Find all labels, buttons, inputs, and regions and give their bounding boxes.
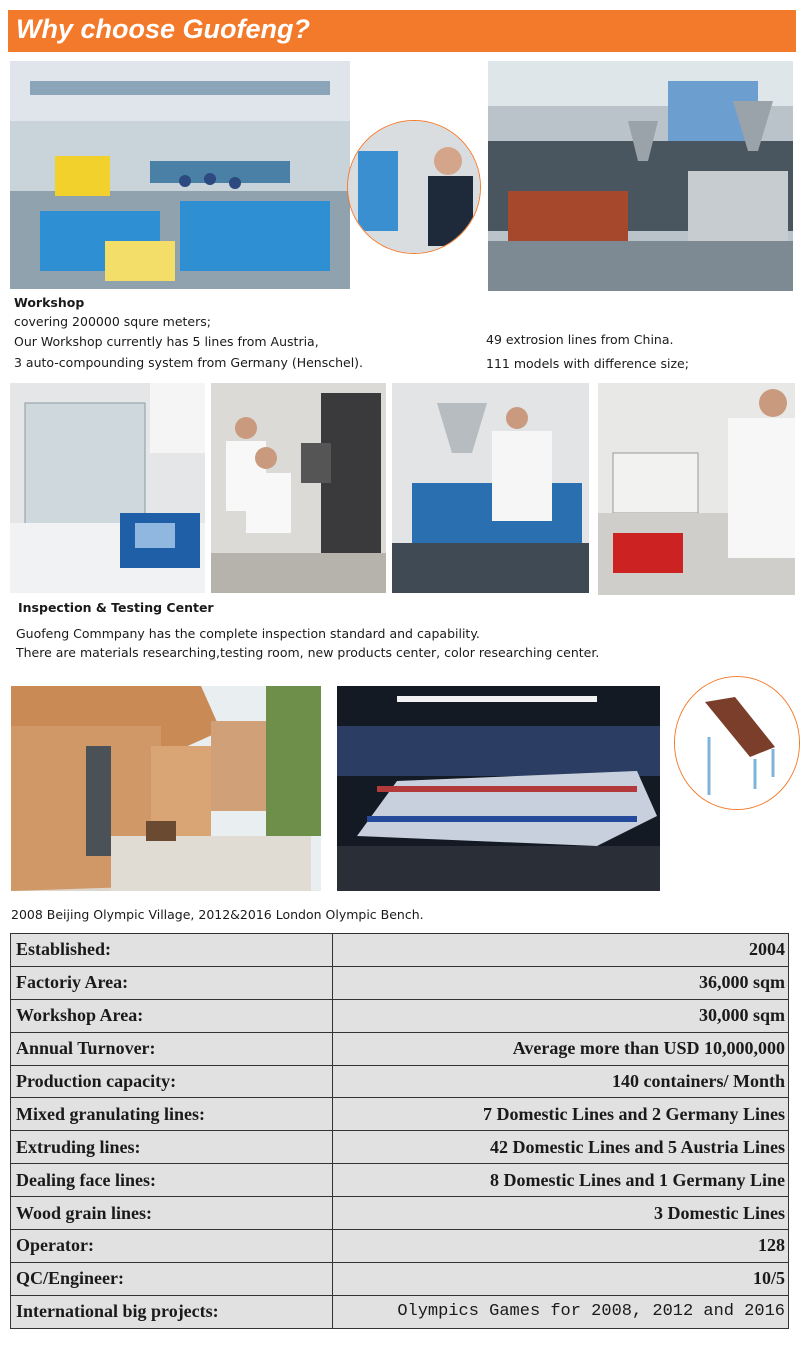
- workshop-right-line: 111 models with difference size;: [486, 356, 689, 371]
- lab-instrument-photo: [598, 383, 795, 595]
- spec-value: 36,000 sqm: [333, 966, 789, 999]
- spec-label: Wood grain lines:: [11, 1197, 333, 1230]
- workshop-heading: Workshop: [14, 295, 85, 310]
- table-row: [11, 999, 789, 1032]
- spec-label: Operator:: [11, 1230, 333, 1263]
- inspection-line: There are materials researching,testing room, new products center, color researching center.: [16, 645, 600, 660]
- workshop-line: 3 auto-compounding system from Germany (Henschel).: [14, 355, 364, 370]
- spec-label: Established:: [11, 934, 333, 967]
- table-row: [11, 1032, 789, 1065]
- spec-value: 140 containers/ Month: [333, 1065, 789, 1098]
- workshop-line: covering 200000 squre meters;: [14, 314, 211, 329]
- table-row: [11, 934, 789, 967]
- balance-scale-photo: [10, 383, 205, 593]
- table-row: [11, 1065, 789, 1098]
- spec-value: 30,000 sqm: [333, 999, 789, 1032]
- company-spec-table: [10, 933, 789, 1329]
- spec-value: 10/5: [333, 1262, 789, 1295]
- spec-label: Annual Turnover:: [11, 1032, 333, 1065]
- inspection-line: Guofeng Commpany has the complete inspection standard and capability.: [16, 626, 480, 641]
- workshop-right-line: 49 extrosion lines from China.: [486, 332, 674, 347]
- olympic-caption: 2008 Beijing Olympic Village, 2012&2016 London Olympic Bench.: [11, 907, 424, 922]
- spec-value: 3 Domestic Lines: [333, 1197, 789, 1230]
- inspection-heading: Inspection & Testing Center: [18, 600, 214, 615]
- workshop-factory-photo: [10, 61, 350, 289]
- table-row: [11, 1295, 789, 1328]
- spec-value: 42 Domestic Lines and 5 Austria Lines: [333, 1131, 789, 1164]
- compounding-machine-photo: [392, 383, 589, 593]
- spec-value: Average more than USD 10,000,000: [333, 1032, 789, 1065]
- testing-room-photo: [211, 383, 386, 593]
- spec-value: Olympics Games for 2008, 2012 and 2016: [333, 1295, 789, 1328]
- olympic-arena-photo: [337, 686, 660, 891]
- olympic-bench-photo: [674, 676, 800, 810]
- spec-label: Production capacity:: [11, 1065, 333, 1098]
- spec-label: QC/Engineer:: [11, 1262, 333, 1295]
- table-row: [11, 966, 789, 999]
- spec-value: 7 Domestic Lines and 2 Germany Lines: [333, 1098, 789, 1131]
- spec-label: Extruding lines:: [11, 1131, 333, 1164]
- page-title: Why choose Guofeng?: [16, 14, 310, 44]
- table-row: [11, 1262, 789, 1295]
- spec-value: 128: [333, 1230, 789, 1263]
- workshop-line: Our Workshop currently has 5 lines from Austria,: [14, 334, 319, 349]
- table-row: [11, 1164, 789, 1197]
- spec-label: Dealing face lines:: [11, 1164, 333, 1197]
- table-row: [11, 1230, 789, 1263]
- operator-circle-photo: [347, 120, 481, 254]
- spec-label: Factoriy Area:: [11, 966, 333, 999]
- table-row: [11, 1197, 789, 1230]
- table-row: [11, 1098, 789, 1131]
- olympic-village-photo: [11, 686, 321, 891]
- spec-label: Mixed granulating lines:: [11, 1098, 333, 1131]
- spec-value: 2004: [333, 934, 789, 967]
- extrusion-lines-photo: [488, 61, 793, 291]
- table-row: [11, 1131, 789, 1164]
- spec-value: 8 Domestic Lines and 1 Germany Line: [333, 1164, 789, 1197]
- spec-label: International big projects:: [11, 1295, 333, 1328]
- spec-label: Workshop Area:: [11, 999, 333, 1032]
